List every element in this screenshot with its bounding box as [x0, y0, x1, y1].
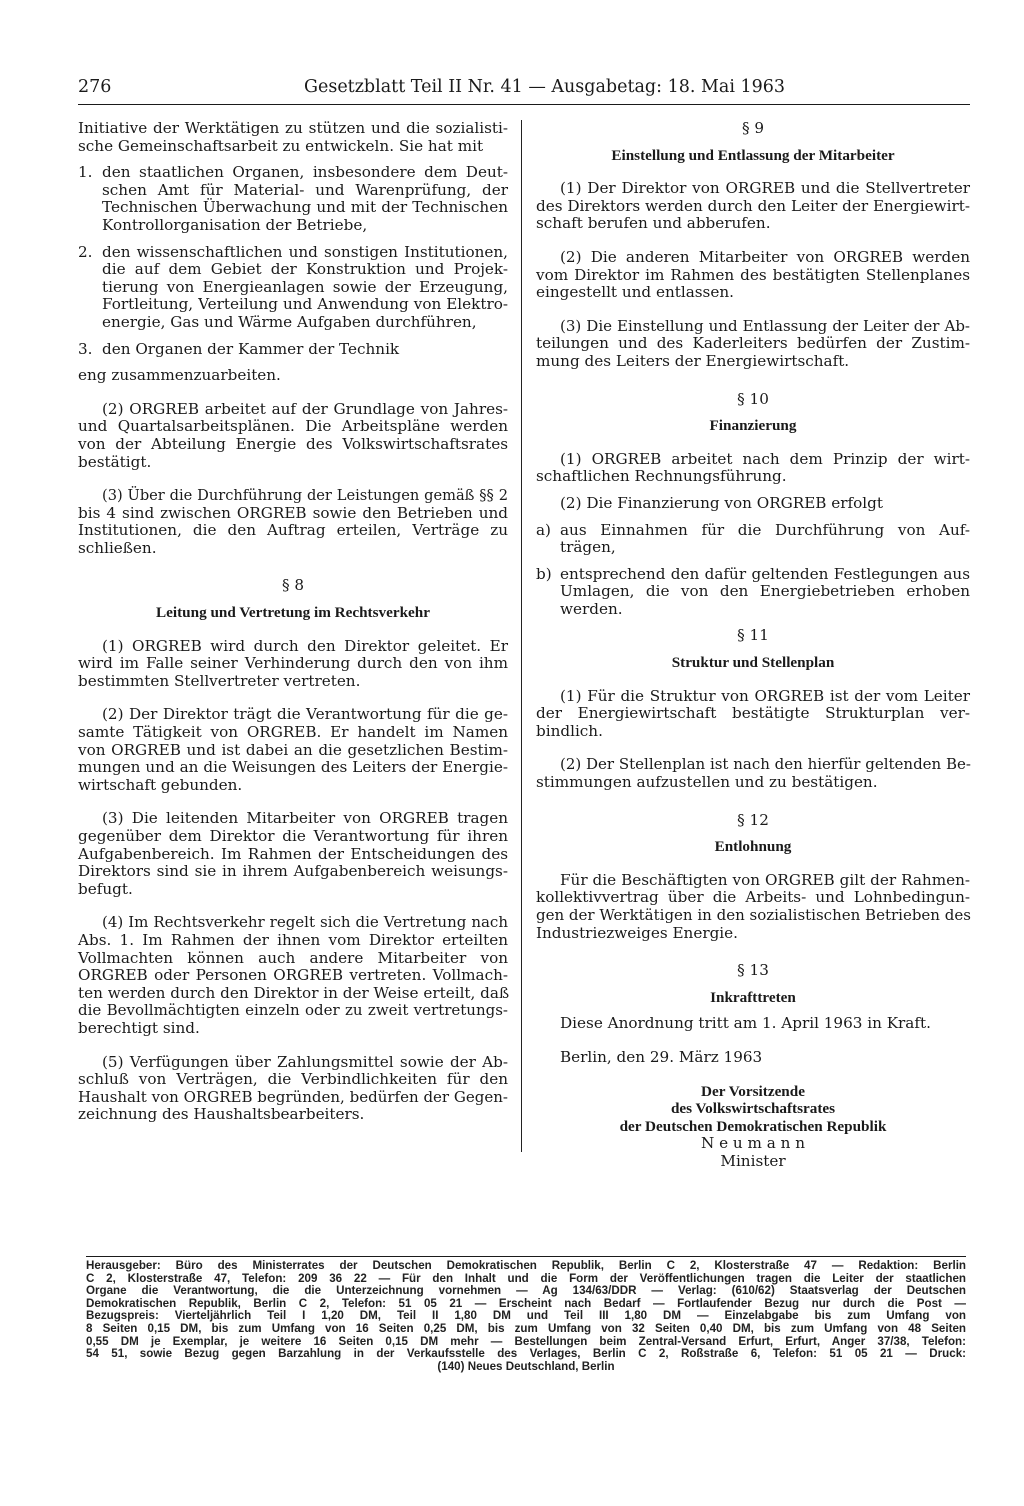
- text-line: (2) ORGREB arbeitet auf der Grundlage von Jahres-: [102, 399, 508, 418]
- right-column: [536, 120, 970, 1171]
- paragraph-13: Diese Anordnung tritt am 1. April 1963 in Kraft.: [560, 1014, 931, 1033]
- text-line: trägen,: [560, 538, 616, 557]
- imprint-line: 8 Seiten 0,15 DM, bis zum Umfang von 16 Seiten 0,25 DM, bis zum Umfang von 32 Seiten 0,40 DM, bis zum Umfang von 48 Seiten: [86, 1321, 966, 1335]
- text-line: schließen.: [78, 538, 157, 557]
- text-line: (3) Die Einstellung und Entlassung der Leiter der Ab-: [560, 316, 970, 335]
- text-line: Haushalt von ORGREB begründen, bedürfen der Gegen-: [78, 1087, 508, 1106]
- text-line: (3) Die leitenden Mitarbeiter von ORGREB tragen: [102, 809, 508, 828]
- list-item: [536, 566, 970, 619]
- text-line: bestimmten Stellvertreter vertreten.: [78, 671, 361, 690]
- text-line: Initiative der Werktätigen zu stützen und die sozialisti-: [78, 119, 508, 137]
- list-item: [78, 244, 508, 332]
- list-item-number: a): [536, 520, 551, 539]
- header-title: Gesetzblatt Teil II Nr. 41 — Ausgabetag: 18. Mai 1963: [304, 77, 786, 97]
- signature-line: des Volkswirtschaftsrates: [670, 1100, 836, 1118]
- text-line: (2) Der Stellenplan ist nach den hierfür geltenden Be-: [560, 755, 971, 774]
- text-line: sche Gemeinschaftsarbeit zu entwickeln. Sie hat mit: [78, 136, 484, 155]
- text-line: Abs. 1. Im Rahmen der ihnen vom Direktor erteilten: [78, 930, 508, 949]
- text-line: ORGREB oder Personen ORGREB vertreten. Vollmach-: [78, 966, 508, 985]
- paragraph-9-2: [536, 249, 970, 302]
- text-line: werden.: [560, 599, 623, 618]
- list-item: [536, 522, 970, 557]
- text-line: (2) Die anderen Mitarbeiter von ORGREB werden: [560, 247, 970, 266]
- list-item-number: 1.: [78, 163, 93, 182]
- text-line: Industriezweiges Energie.: [536, 923, 738, 942]
- text-line: bis 4 sind zwischen ORGREB sowie den Betrieben und: [78, 503, 508, 522]
- text-line: aus Einnahmen für die Durchführung von Auf-: [560, 520, 970, 539]
- paragraph-8-1: [78, 638, 508, 691]
- text-line: schaftlichen Rechnungsführung.: [536, 467, 787, 486]
- text-line: wird im Falle seiner Verhinderung durch den von ihm: [78, 654, 508, 673]
- list-item: [78, 164, 508, 234]
- imprint-line: Demokratischen Republik, Berlin C 2, Telefon: 51 05 21 — Erscheint nach Bedarf — Fortlaufender Bezug nur durch die Post —: [86, 1296, 966, 1310]
- page-header: [78, 70, 970, 105]
- text-line: teilungen und des Kaderleiters bedürfen der Zustim-: [536, 334, 970, 353]
- text-line: Direktors sind sie in ihrem Aufgabenbereich weisungs-: [78, 862, 508, 881]
- closing-line: eng zusammenzuarbeiten.: [78, 366, 281, 385]
- text-line: (5) Verfügungen über Zahlungsmittel sowie der Ab-: [102, 1052, 508, 1071]
- text-line: (1) ORGREB arbeitet nach dem Prinzip der wirt-: [560, 449, 970, 468]
- section-12-title: Entlohnung: [714, 838, 792, 856]
- paragraph-8-3: [78, 810, 508, 898]
- paragraph-9-1: [536, 180, 970, 233]
- signer-name: N e u m a n n: [700, 1134, 806, 1153]
- section-11-title: Struktur und Stellenplan: [671, 654, 835, 672]
- text-line: bindlich.: [536, 721, 603, 740]
- text-line: gen der Werktätigen in den sozialistischen Betrieben des: [536, 906, 971, 924]
- list-item-number: 3.: [78, 339, 93, 358]
- imprint-line: 0,55 DM je Exemplar, je weitere 16 Seiten 0,15 DM mehr — Bestellungen beim Zentral-Versand Erfurt, Erfurt, Anger 37/38, Telefon:: [86, 1334, 966, 1348]
- imprint-footer: [86, 1256, 966, 1373]
- text-line: Aufgabenbereich. Im Rahmen der Entscheidungen des: [78, 844, 508, 863]
- section-8-number: § 8: [281, 576, 305, 595]
- text-line: stimmungen aufzustellen und zu bestätigen.: [536, 773, 878, 792]
- text-line: samte Tätigkeit von ORGREB. Er handelt im Namen: [78, 723, 508, 742]
- text-line: mungen und an die Weisungen des Leiters der Energie-: [78, 758, 508, 777]
- place-date: Berlin, den 29. März 1963: [560, 1047, 763, 1066]
- text-line: wirtschaft gebunden.: [78, 775, 243, 794]
- section-13-number: § 13: [737, 961, 769, 980]
- text-line: Vollmachten können auch andere Mitarbeiter von: [78, 948, 508, 967]
- text-line: schen Amt für Material- und Warenprüfung, der: [102, 180, 508, 199]
- text-line: schaft berufen und abberufen.: [536, 214, 771, 233]
- text-line: den Organen der Kammer der Technik: [102, 339, 400, 358]
- page-number: 276: [78, 77, 112, 97]
- text-line: den staatlichen Organen, insbesondere dem Deut-: [102, 163, 508, 182]
- paragraph-8-2: [78, 706, 508, 794]
- paragraph-10-1: [536, 451, 970, 486]
- imprint-last-line: (140) Neues Deutschland, Berlin: [437, 1359, 615, 1373]
- section-13-title: Inkrafttreten: [710, 988, 796, 1006]
- column-divider: [521, 120, 522, 1152]
- text-line: (1) Der Direktor von ORGREB und die Stellvertreter: [560, 179, 970, 198]
- imprint-line: 54 51, sowie Bezug gegen Barzahlung in der Verkaufsstelle des Verlages, Berlin C 2, Roßstraße 6, Telefon: 51 05 21 — Druck:: [86, 1347, 966, 1361]
- text-line: entsprechend den dafür geltenden Festlegungen aus: [560, 564, 970, 583]
- text-line: gegenüber dem Direktor die Verantwortung für ihren: [78, 827, 508, 845]
- text-line: Kontrollorganisation der Betriebe,: [102, 215, 368, 234]
- intro-paragraph: [78, 120, 508, 155]
- text-line: energie, Gas und Wärme Aufgaben durchführen,: [102, 312, 477, 331]
- text-line: Für die Beschäftigten von ORGREB gilt der Rahmen-: [560, 870, 970, 889]
- text-line: mung des Leiters der Energiewirtschaft.: [536, 351, 850, 370]
- text-line: (2) Der Direktor trägt die Verantwortung für die ge-: [102, 705, 508, 724]
- text-line: Institutionen, die den Auftrag erteilen, Verträge zu: [78, 521, 508, 540]
- section-12-number: § 12: [737, 810, 769, 829]
- paragraph-11-1: [536, 688, 970, 741]
- text-line: den wissenschaftlichen und sonstigen Institutionen,: [102, 242, 508, 261]
- paragraph-11-2: [536, 756, 970, 791]
- imprint-line: C 2, Klosterstraße 47, Telefon: 209 36 22 — Für den Inhalt und die Form der Veröffentlichungen tragen die Leiter der staatlichen: [86, 1271, 966, 1285]
- text-line: Umlagen, die von den Energiebetrieben erhoben: [560, 582, 970, 601]
- paragraph-7-3: [78, 487, 508, 557]
- paragraph-12: [536, 872, 970, 942]
- text-line: berechtigt sind.: [78, 1018, 200, 1037]
- section-10-number: § 10: [737, 389, 769, 408]
- signer-title: Minister: [720, 1151, 786, 1170]
- paragraph-8-4: [78, 914, 508, 1037]
- section-9-title: Einstellung und Entlassung der Mitarbeiter: [611, 146, 895, 164]
- text-line: des Direktors werden durch den Leiter der Energiewirt-: [536, 196, 970, 215]
- text-line: kollektivvertrag über die Arbeits- und Lohnbedingun-: [536, 888, 970, 907]
- text-line: zeichnung des Haushaltsbearbeiters.: [78, 1105, 365, 1124]
- text-line: ten werden durch den Direktor in der Weise erteilt, daß: [78, 983, 510, 1002]
- text-line: von ORGREB und ist dabei an die gesetzlichen Bestim-: [78, 740, 508, 759]
- text-line: bestätigt.: [78, 452, 152, 471]
- text-line: die Bevollmächtigten einzeln oder zu zweit vertretungs-: [78, 1001, 508, 1020]
- list-item: [78, 341, 508, 359]
- text-line: (3) Über die Durchführung der Leistungen gemäß §§ 2: [102, 487, 508, 505]
- text-line: (1) Für die Struktur von ORGREB ist der vom Leiter: [560, 686, 970, 705]
- text-line: die auf dem Gebiet der Konstruktion und Projek-: [102, 260, 508, 279]
- paragraph-9-3: [536, 318, 970, 371]
- signature-line: der Deutschen Demokratischen Republik: [619, 1117, 887, 1135]
- imprint-line: Organe die Verantwortung, die die Unterzeichnung vornehmen — Ag 134/63/DDR — Verlag: (610/62) Staatsverlag der Deutschen: [86, 1284, 966, 1298]
- text-line: befugt.: [78, 879, 133, 898]
- list-item-number: 2.: [78, 242, 93, 261]
- paragraph-8-5: [78, 1054, 508, 1124]
- signature-line: Der Vorsitzende: [701, 1082, 805, 1100]
- text-line: vom Direktor im Rahmen des bestätigten Stellenplanes: [536, 265, 970, 284]
- text-line: eingestellt und entlassen.: [536, 283, 734, 302]
- imprint-line: Herausgeber: Büro des Ministerrates der Deutschen Demokratischen Republik, Berlin C 2, Klosterstraße 47 — Redaktion: Berlin: [86, 1259, 966, 1272]
- paragraph-10-2: (2) Die Finanzierung von ORGREB erfolgt: [560, 493, 883, 512]
- text-line: von der Abteilung Energie des Volkswirtschaftsrates: [78, 434, 508, 453]
- text-line: und Quartalsarbeitsplänen. Die Arbeitspläne werden: [78, 417, 508, 436]
- text-line: Fortleitung, Verteilung und Anwendung von Elektro-: [102, 295, 508, 314]
- section-11-number: § 11: [737, 626, 769, 645]
- paragraph-7-2: [78, 401, 508, 471]
- section-9-number: § 9: [741, 119, 765, 137]
- text-line: der Energiewirtschaft bestätigte Strukturplan ver-: [536, 704, 970, 723]
- text-line: (1) ORGREB wird durch den Direktor geleitet. Er: [102, 636, 508, 655]
- signature-block: [536, 1083, 970, 1171]
- text-line: Technischen Überwachung und mit der Technischen: [102, 198, 508, 217]
- section-10-title: Finanzierung: [709, 417, 797, 435]
- section-8-title: Leitung und Vertretung im Rechtsverkehr: [156, 604, 430, 622]
- imprint-line: Bezugspreis: Vierteljährlich Teil I 1,20 DM, Teil II 1,80 DM und Teil III 1,80 DM — Einzelabgabe bis zum Umfang von: [86, 1309, 966, 1323]
- text-line: schluß von Verträgen, die Verbindlichkeiten für den: [78, 1070, 508, 1089]
- text-line: (4) Im Rechtsverkehr regelt sich die Vertretung nach: [102, 913, 508, 932]
- list-item-number: b): [536, 564, 552, 583]
- text-line: tierung von Energieanlagen sowie der Erzeugung,: [102, 277, 508, 296]
- left-column: [78, 120, 508, 1124]
